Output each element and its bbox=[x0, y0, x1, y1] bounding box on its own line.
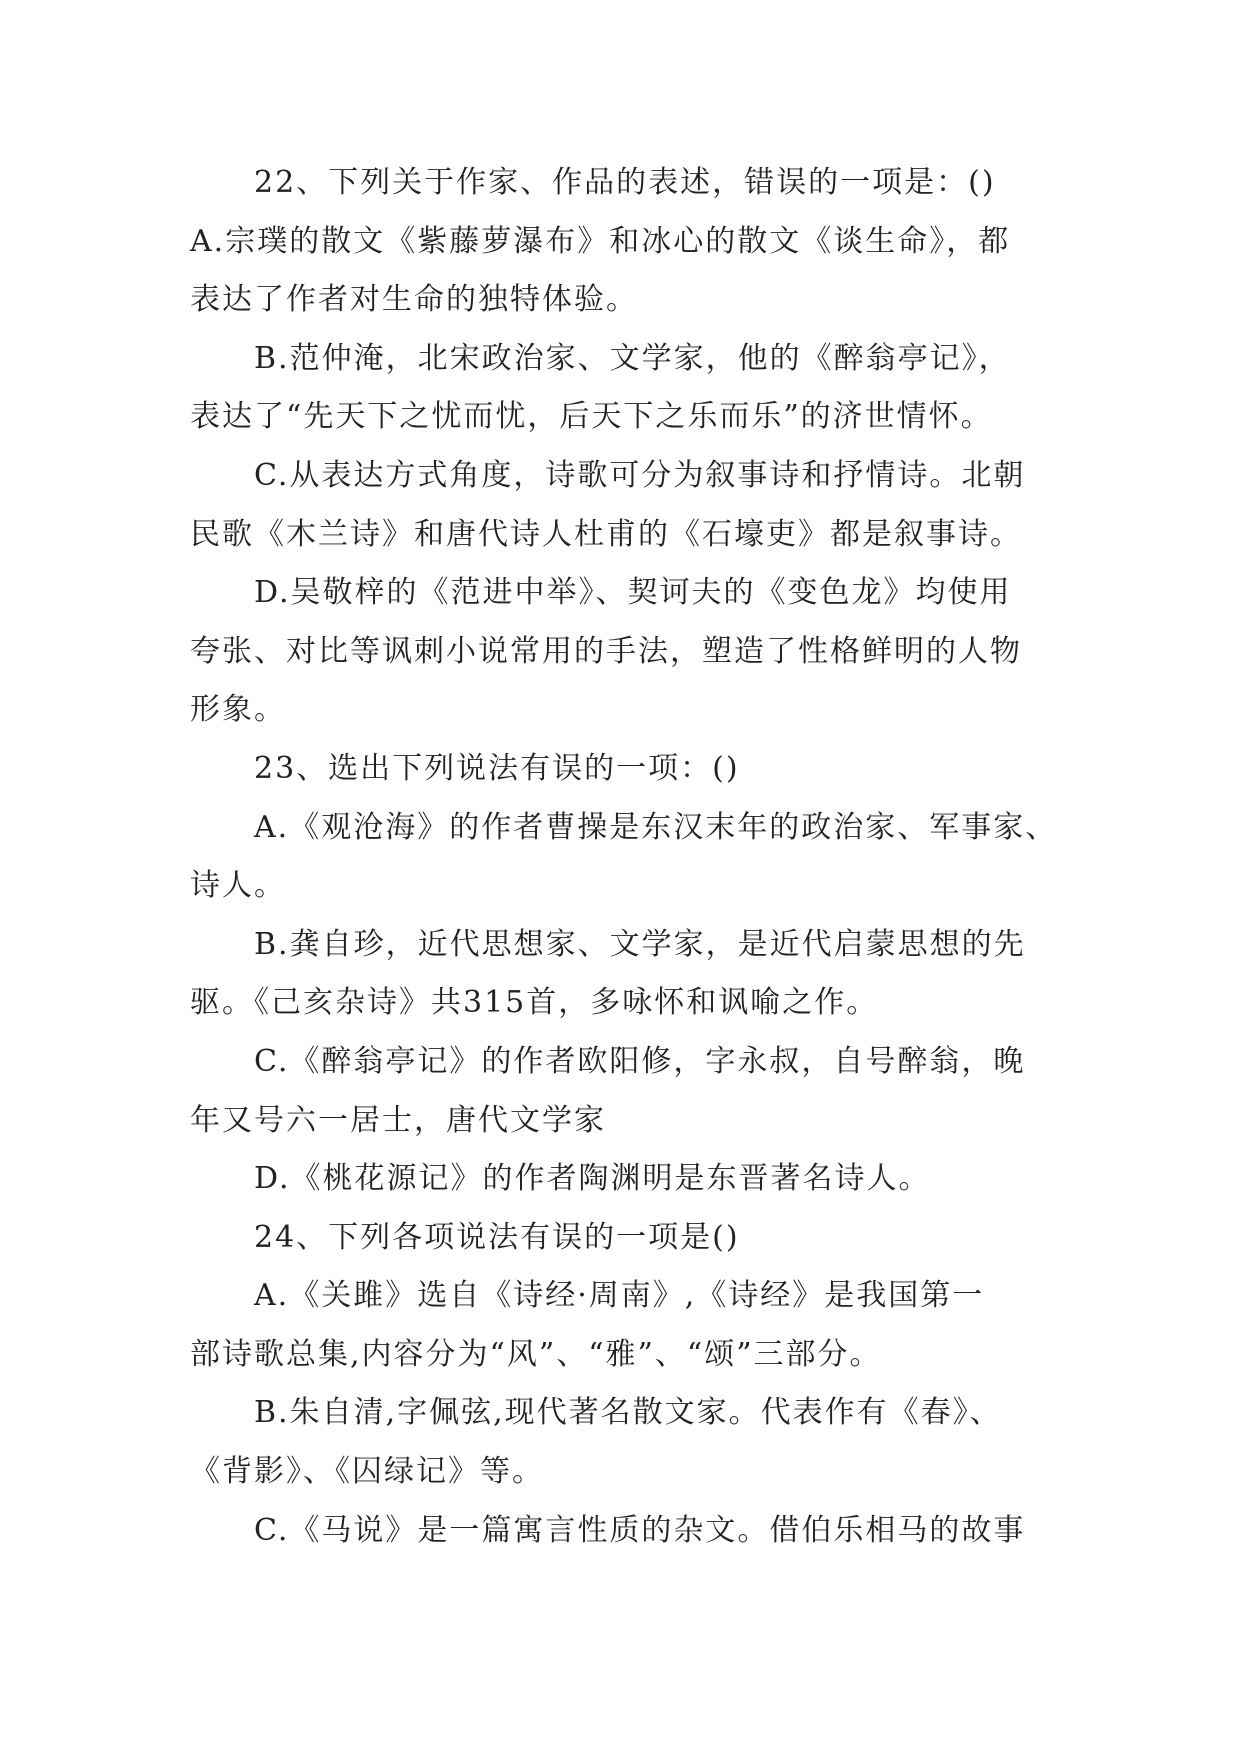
text-line: 表达了“先天下之忧而忧，后天下之乐而乐”的济世情怀。 bbox=[190, 399, 993, 435]
text-line: 诗人。 bbox=[190, 868, 286, 904]
text-line: C.从表达方式角度，诗歌可分为叙事诗和抒情诗。北朝 bbox=[254, 457, 1026, 493]
text-line: A.《关雎》选自《诗经·周南》,《诗经》是我国第一 bbox=[254, 1278, 985, 1314]
text-line: D.吴敬梓的《范进中举》、契诃夫的《变色龙》均使用 bbox=[254, 575, 1012, 611]
text-line: 年又号六一居士，唐代文学家 bbox=[190, 1102, 606, 1138]
text-line: 民歌《木兰诗》和唐代诗人杜甫的《石壕吏》都是叙事诗。 bbox=[190, 516, 1022, 552]
text-line: A.《观沧海》的作者曹操是东汉末年的政治家、军事家、 bbox=[254, 809, 1058, 845]
text-line: B.朱自清,字佩弦,现代著名散文家。代表作有《春》、 bbox=[254, 1395, 1002, 1431]
text-line: 驱。《己亥杂诗》共315首，多咏怀和讽喻之作。 bbox=[190, 985, 879, 1021]
question-text-block bbox=[190, 154, 1060, 1560]
text-line: B.范仲淹，北宋政治家、文学家，他的《醉翁亭记》， bbox=[254, 340, 1011, 376]
text-line: A.宗璞的散文《紫藤萝瀑布》和冰心的散文《谈生命》，都 bbox=[190, 223, 1011, 259]
text-line: 夸张、对比等讽刺小说常用的手法，塑造了性格鲜明的人物 bbox=[190, 633, 1022, 669]
text-line: C.《马说》是一篇寓言性质的杂文。借伯乐相马的故事 bbox=[254, 1512, 1026, 1548]
text-line: 表达了作者对生命的独特体验。 bbox=[190, 282, 638, 318]
text-line: 部诗歌总集,内容分为“风”、“雅”、“颂”三部分。 bbox=[190, 1336, 882, 1372]
text-line: 《背影》、《囚绿记》等。 bbox=[190, 1454, 544, 1490]
text-line: C.《醉翁亭记》的作者欧阳修，字永叔，自号醉翁，晚 bbox=[254, 1043, 1026, 1079]
text-line: 22、下列关于作家、作品的表述，错误的一项是：() bbox=[254, 165, 996, 200]
text-line: B.龚自珍，近代思想家、文学家，是近代启蒙思想的先 bbox=[254, 926, 1026, 962]
text-line: 23、选出下列说法有误的一项：() bbox=[254, 750, 740, 786]
text-line: 24、下列各项说法有误的一项是() bbox=[254, 1219, 740, 1255]
text-line: 形象。 bbox=[190, 692, 286, 728]
text-line: D.《桃花源记》的作者陶渊明是东晋著名诗人。 bbox=[254, 1161, 931, 1197]
